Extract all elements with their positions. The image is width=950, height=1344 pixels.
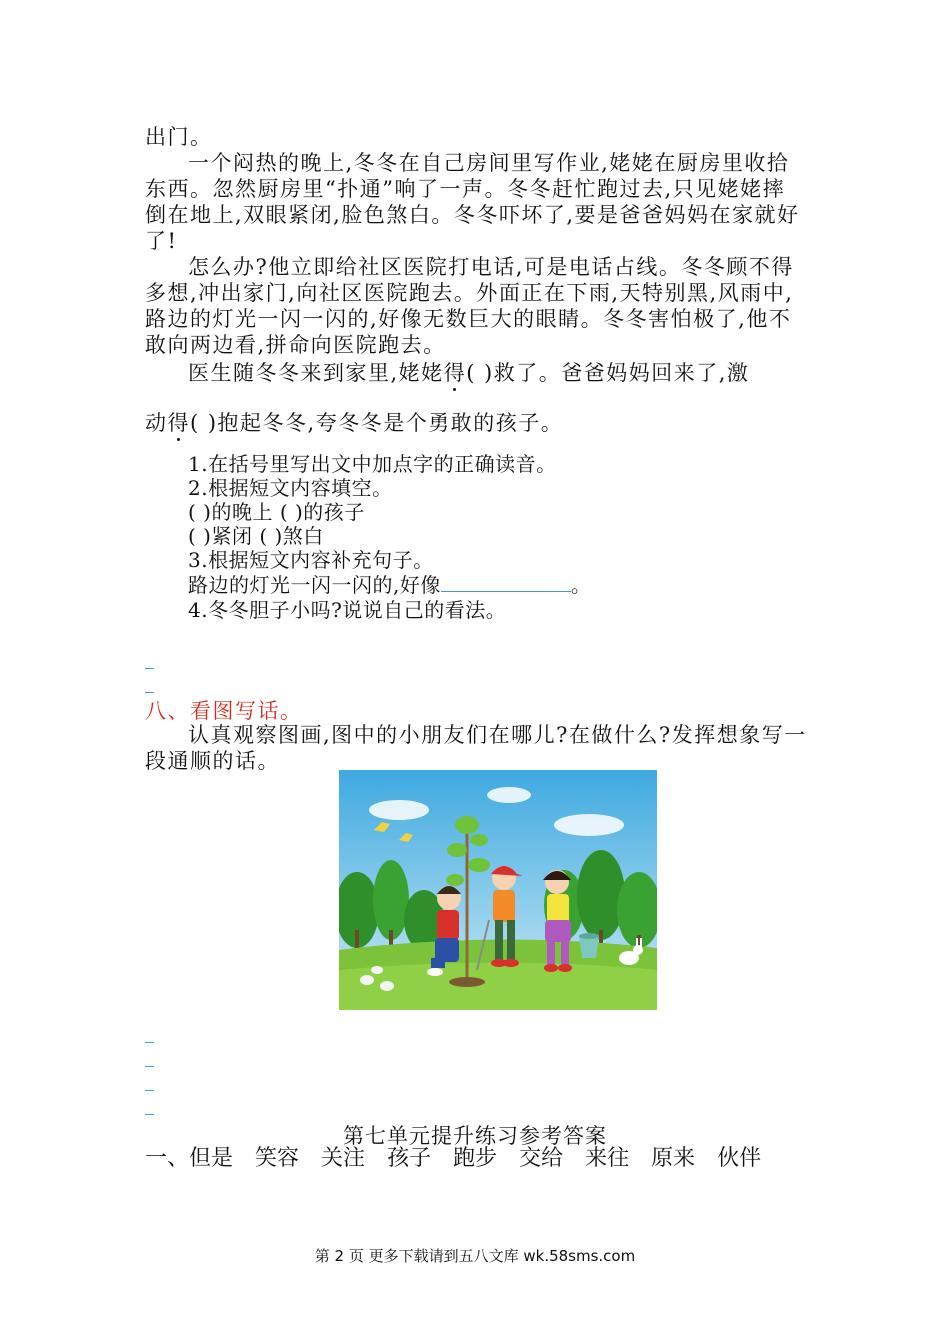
answer-word: 原来 xyxy=(651,1146,696,1171)
sentence-end: 。 xyxy=(570,573,592,597)
passage-line-with-blank xyxy=(188,360,749,386)
answer-word: 孩子 xyxy=(387,1146,432,1171)
answer-prefix: 一、 xyxy=(145,1146,190,1171)
question-4: 4.冬冬胆子小吗?说说自己的看法。 xyxy=(188,598,507,622)
dotted-character: 得 xyxy=(167,411,190,435)
passage-text: 动 xyxy=(145,411,168,435)
section-prompt: 段通顺的话。 xyxy=(145,749,280,773)
page-footer: 第 2 页 更多下载请到五八文库 wk.58sms.com xyxy=(314,1247,636,1265)
passage-line: 怎么办?他立即给社区医院打电话,可是电话占线。冬冬顾不得 xyxy=(188,255,794,279)
passage-line: 一个闷热的晚上,冬冬在自己房间里写作业,姥姥在厨房里收拾 xyxy=(188,151,790,175)
answer-line xyxy=(145,1146,783,1172)
sentence-text: 路边的灯光一闪一闪的,好像 xyxy=(188,573,441,597)
passage-text: ( )救了。爸爸妈妈回来了,激 xyxy=(466,361,750,385)
writing-line-marker xyxy=(145,1090,154,1091)
answer-word: 来往 xyxy=(585,1146,630,1171)
section-prompt: 认真观察图画,图中的小朋友们在哪儿?在做什么?发挥想象写一 xyxy=(188,723,807,747)
answer-word: 但是 xyxy=(189,1146,234,1171)
tree-planting-illustration xyxy=(339,770,657,1010)
question-2-row-2: ( )紧闭 ( )煞白 xyxy=(188,524,324,548)
writing-line-marker xyxy=(145,692,154,693)
question-2: 2.根据短文内容填空。 xyxy=(188,476,393,500)
section-heading: 八、看图写话。 xyxy=(145,699,303,723)
question-3-sentence xyxy=(188,571,591,598)
passage-text: 医生随冬冬来到家里,姥姥 xyxy=(188,361,444,385)
passage-line: 多想,冲出家门,向社区医院跑去。外面正在下雨,天特别黑,风雨中, xyxy=(145,281,794,305)
answer-word: 交给 xyxy=(519,1146,564,1171)
dotted-character: 得 xyxy=(443,361,467,385)
writing-line-marker xyxy=(145,1114,154,1115)
passage-line: 了! xyxy=(145,229,178,253)
passage-line: 路边的灯光一闪一闪的,好像无数巨大的眼睛。冬冬害怕极了,他不 xyxy=(145,307,792,331)
writing-line-marker xyxy=(145,1066,154,1067)
answer-key-title: 第七单元提升练习参考答案 xyxy=(343,1124,607,1148)
passage-line-with-blank xyxy=(145,410,563,436)
answer-word: 关注 xyxy=(321,1146,366,1171)
writing-line-marker xyxy=(145,668,154,669)
question-1: 1.在括号里写出文中加点字的正确读音。 xyxy=(188,452,557,476)
answer-word: 笑容 xyxy=(255,1146,300,1171)
answer-word: 跑步 xyxy=(453,1146,498,1171)
passage-line: 敢向两边看,拼命向医院跑去。 xyxy=(145,333,446,357)
answer-blank[interactable] xyxy=(441,571,571,592)
passage-text: ( )抱起冬冬,夸冬冬是个勇敢的孩子。 xyxy=(190,411,564,435)
question-2-row-1: ( )的晚上 ( )的孩子 xyxy=(188,500,365,524)
passage-line: 倒在地上,双眼紧闭,脸色煞白。冬冬吓坏了,要是爸爸妈妈在家就好 xyxy=(145,203,800,227)
writing-line-marker xyxy=(145,1042,154,1043)
answer-word: 伙伴 xyxy=(717,1146,762,1171)
passage-line: 出门。 xyxy=(145,125,213,149)
passage-line: 东西。忽然厨房里“扑通”响了一声。冬冬赶忙跑过去,只见姥姥摔 xyxy=(145,177,786,201)
question-3: 3.根据短文内容补充句子。 xyxy=(188,548,434,572)
bucket xyxy=(579,933,599,958)
